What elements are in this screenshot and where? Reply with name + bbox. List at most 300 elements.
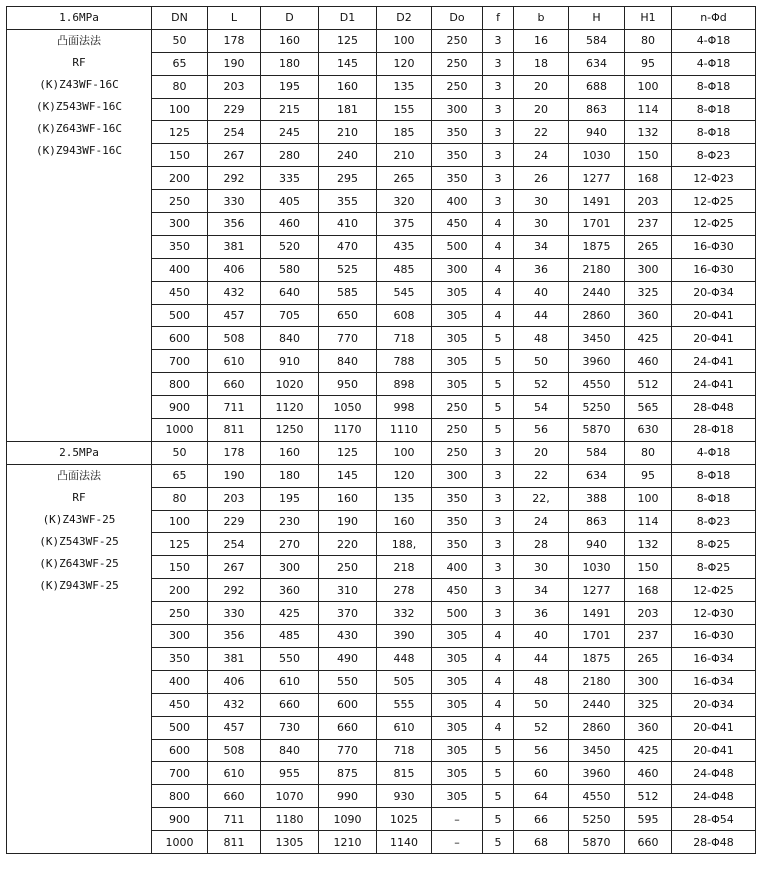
section-title-row (7, 441, 756, 464)
table-cell: 8-Φ18 (672, 487, 756, 510)
table-cell: 332 (377, 602, 432, 625)
table-cell: 425 (625, 327, 672, 350)
table-cell: 150 (152, 556, 208, 579)
table-cell: 22, (514, 487, 569, 510)
table-cell: 512 (625, 785, 672, 808)
table-cell: 215 (261, 98, 319, 121)
table-cell: 8-Φ18 (672, 464, 756, 487)
table-cell: 16 (514, 29, 569, 52)
table-cell: 4 (483, 235, 514, 258)
table-cell: 490 (319, 647, 377, 670)
table-cell: 406 (208, 670, 261, 693)
table-cell: 4-Φ18 (672, 441, 756, 464)
table-cell: 1000 (152, 831, 208, 854)
table-cell: 1250 (261, 419, 319, 442)
table-cell: 180 (261, 52, 319, 75)
model-label-line: (K)Z43WF-16C (39, 77, 119, 91)
table-cell: 50 (514, 350, 569, 373)
table-cell: 660 (208, 373, 261, 396)
table-cell: 190 (208, 52, 261, 75)
table-cell: 608 (377, 304, 432, 327)
table-cell: 125 (319, 441, 377, 464)
table-cell: 300 (432, 258, 483, 281)
table-cell: 100 (625, 487, 672, 510)
table-cell: 26 (514, 167, 569, 190)
table-cell: 8-Φ18 (672, 121, 756, 144)
table-cell: 840 (261, 739, 319, 762)
table-cell: 1020 (261, 373, 319, 396)
table-cell: 4 (483, 281, 514, 304)
table-cell: 450 (432, 579, 483, 602)
column-header-3: D1 (319, 7, 377, 30)
table-cell: 125 (152, 121, 208, 144)
table-cell: 3960 (569, 762, 625, 785)
table-cell: 448 (377, 647, 432, 670)
table-cell: 195 (261, 75, 319, 98)
table-cell: 325 (625, 693, 672, 716)
table-cell: 52 (514, 373, 569, 396)
table-cell: 584 (569, 441, 625, 464)
table-cell: 330 (208, 602, 261, 625)
table-cell: 160 (319, 75, 377, 98)
model-label-cell (7, 464, 152, 853)
table-cell: 660 (208, 785, 261, 808)
table-cell: 5 (483, 831, 514, 854)
table-cell: 36 (514, 258, 569, 281)
table-cell: 4550 (569, 373, 625, 396)
table-cell: 508 (208, 739, 261, 762)
table-cell: 875 (319, 762, 377, 785)
table-cell: 5 (483, 373, 514, 396)
table-cell: 160 (261, 441, 319, 464)
table-cell: 50 (152, 441, 208, 464)
table-cell: 220 (319, 533, 377, 556)
table-cell: 12-Φ25 (672, 579, 756, 602)
table-cell: 815 (377, 762, 432, 785)
table-cell: 910 (261, 350, 319, 373)
table-cell: 44 (514, 647, 569, 670)
table-cell: 356 (208, 213, 261, 236)
table-cell: 20-Φ34 (672, 281, 756, 304)
table-cell: 145 (319, 52, 377, 75)
table-cell: 305 (432, 670, 483, 693)
table-cell: 630 (625, 419, 672, 442)
table-cell: 2860 (569, 716, 625, 739)
model-label-line: (K)Z643WF-25 (39, 556, 119, 570)
table-cell: 900 (152, 808, 208, 831)
table-cell: 30 (514, 190, 569, 213)
table-cell: 278 (377, 579, 432, 602)
table-cell: 150 (625, 144, 672, 167)
column-header-7: b (514, 7, 569, 30)
table-cell: 998 (377, 396, 432, 419)
table-cell: 350 (432, 167, 483, 190)
table-cell: 3 (483, 190, 514, 213)
table-cell: 457 (208, 304, 261, 327)
table-cell: 610 (261, 670, 319, 693)
table-cell: 4 (483, 625, 514, 648)
table-cell: 305 (432, 716, 483, 739)
table-cell: 5250 (569, 396, 625, 419)
table-cell: 350 (432, 121, 483, 144)
table-cell: 254 (208, 121, 261, 144)
table-cell: 634 (569, 464, 625, 487)
table-cell: 3 (483, 579, 514, 602)
table-cell: 500 (152, 304, 208, 327)
table-cell: 3 (483, 533, 514, 556)
table-cell: 100 (377, 441, 432, 464)
table-cell: 330 (208, 190, 261, 213)
table-cell: 840 (261, 327, 319, 350)
table-cell: 375 (377, 213, 432, 236)
table-cell: 550 (261, 647, 319, 670)
table-cell: 800 (152, 785, 208, 808)
table-cell: 178 (208, 29, 261, 52)
table-cell: 16-Φ34 (672, 670, 756, 693)
table-cell: 265 (625, 647, 672, 670)
table-cell: 125 (152, 533, 208, 556)
table-cell: 8-Φ18 (672, 98, 756, 121)
table-cell: 245 (261, 121, 319, 144)
table-cell: 180 (261, 464, 319, 487)
table-cell: 24 (514, 144, 569, 167)
table-cell: 267 (208, 144, 261, 167)
table-cell: 5250 (569, 808, 625, 831)
table-cell: 350 (432, 144, 483, 167)
table-cell: 250 (432, 75, 483, 98)
table-cell: 350 (432, 533, 483, 556)
table-cell: 711 (208, 808, 261, 831)
column-header-5: Do (432, 7, 483, 30)
table-cell: 305 (432, 625, 483, 648)
table-cell: 335 (261, 167, 319, 190)
table-cell: 370 (319, 602, 377, 625)
table-cell: 200 (152, 579, 208, 602)
table-cell: 24 (514, 510, 569, 533)
table-cell: 705 (261, 304, 319, 327)
table-cell: 381 (208, 235, 261, 258)
table-cell: 660 (319, 716, 377, 739)
table-cell: 16-Φ34 (672, 647, 756, 670)
table-cell: 460 (261, 213, 319, 236)
table-cell: 5 (483, 396, 514, 419)
table-cell: 20-Φ41 (672, 739, 756, 762)
model-label-line: (K)Z543WF-16C (35, 99, 123, 113)
table-cell: 3 (483, 441, 514, 464)
table-cell: 34 (514, 579, 569, 602)
table-cell: 770 (319, 327, 377, 350)
table-cell: 250 (152, 190, 208, 213)
table-cell: 700 (152, 350, 208, 373)
table-cell: 1875 (569, 647, 625, 670)
table-cell: 150 (625, 556, 672, 579)
table-cell: 305 (432, 762, 483, 785)
table-cell: 200 (152, 167, 208, 190)
table-cell: 64 (514, 785, 569, 808)
table-cell: 545 (377, 281, 432, 304)
table-cell: 360 (261, 579, 319, 602)
table-cell: 3 (483, 487, 514, 510)
table-cell: 940 (569, 121, 625, 144)
column-header-9: H1 (625, 7, 672, 30)
table-cell: 3450 (569, 327, 625, 350)
table-cell: 66 (514, 808, 569, 831)
table-cell: 18 (514, 52, 569, 75)
table-cell: 3 (483, 29, 514, 52)
table-cell: 1025 (377, 808, 432, 831)
table-cell: 12-Φ25 (672, 190, 756, 213)
table-cell: 178 (208, 441, 261, 464)
valve-spec-table (6, 6, 756, 854)
table-cell: 700 (152, 762, 208, 785)
model-label-line: (K)Z943WF-16C (35, 143, 123, 157)
table-cell: 5870 (569, 419, 625, 442)
table-cell: 900 (152, 396, 208, 419)
table-cell: 4 (483, 258, 514, 281)
table-cell: 1030 (569, 556, 625, 579)
table-cell: 2440 (569, 281, 625, 304)
model-label-line: (K)Z543WF-25 (39, 534, 119, 548)
table-cell: 550 (319, 670, 377, 693)
table-cell: 660 (625, 831, 672, 854)
table-cell: 1120 (261, 396, 319, 419)
table-cell: 20 (514, 441, 569, 464)
table-cell: 280 (261, 144, 319, 167)
column-header-1: L (208, 7, 261, 30)
table-cell: 168 (625, 579, 672, 602)
table-cell: 610 (208, 762, 261, 785)
table-cell: 203 (625, 602, 672, 625)
table-cell: 52 (514, 716, 569, 739)
table-cell: 250 (432, 441, 483, 464)
table-cell: 1170 (319, 419, 377, 442)
table-cell: – (432, 808, 483, 831)
table-cell: 400 (432, 190, 483, 213)
table-cell: 930 (377, 785, 432, 808)
table-cell: 50 (514, 693, 569, 716)
table-cell: 360 (625, 304, 672, 327)
table-cell: 12-Φ30 (672, 602, 756, 625)
table-cell: 320 (377, 190, 432, 213)
table-row (7, 464, 756, 487)
table-cell: 350 (432, 487, 483, 510)
table-cell: 555 (377, 693, 432, 716)
table-cell: 210 (377, 144, 432, 167)
table-cell: 181 (319, 98, 377, 121)
table-cell: 4 (483, 716, 514, 739)
table-cell: 650 (319, 304, 377, 327)
table-cell: 718 (377, 739, 432, 762)
table-cell: 660 (261, 693, 319, 716)
table-cell: 28-Φ48 (672, 396, 756, 419)
table-cell: 355 (319, 190, 377, 213)
table-cell: 95 (625, 52, 672, 75)
table-cell: 20 (514, 98, 569, 121)
table-cell: 425 (625, 739, 672, 762)
table-cell: 300 (152, 625, 208, 648)
table-cell: 230 (261, 510, 319, 533)
table-cell: 485 (377, 258, 432, 281)
table-cell: 525 (319, 258, 377, 281)
table-cell: 203 (208, 75, 261, 98)
table-cell: 410 (319, 213, 377, 236)
table-cell: 3 (483, 556, 514, 579)
table-cell: 65 (152, 52, 208, 75)
table-cell: 1090 (319, 808, 377, 831)
table-cell: 24-Φ48 (672, 762, 756, 785)
table-cell: 3 (483, 510, 514, 533)
column-header-6: f (483, 7, 514, 30)
table-cell: 60 (514, 762, 569, 785)
table-cell: 955 (261, 762, 319, 785)
table-cell: 610 (377, 716, 432, 739)
table-cell: 940 (569, 533, 625, 556)
table-cell: 512 (625, 373, 672, 396)
column-header-0: DN (152, 7, 208, 30)
table-cell: 300 (152, 213, 208, 236)
table-cell: 30 (514, 556, 569, 579)
table-cell: 3 (483, 52, 514, 75)
table-cell: 4 (483, 304, 514, 327)
table-cell: 610 (208, 350, 261, 373)
table-cell: 218 (377, 556, 432, 579)
table-cell: 595 (625, 808, 672, 831)
table-cell: 325 (625, 281, 672, 304)
table-cell: 114 (625, 98, 672, 121)
table-cell: – (432, 831, 483, 854)
table-cell: 1491 (569, 190, 625, 213)
table-cell: 267 (208, 556, 261, 579)
table-cell: 1701 (569, 213, 625, 236)
table-cell: 300 (432, 98, 483, 121)
table-cell: 54 (514, 396, 569, 419)
table-cell: 305 (432, 373, 483, 396)
table-cell: 30 (514, 213, 569, 236)
table-cell: 1030 (569, 144, 625, 167)
table-cell: 2180 (569, 670, 625, 693)
table-cell: 95 (625, 464, 672, 487)
table-cell: 100 (625, 75, 672, 98)
table-cell: 3 (483, 167, 514, 190)
table-cell: 34 (514, 235, 569, 258)
table-cell: 450 (152, 693, 208, 716)
table-cell: 350 (152, 235, 208, 258)
table-cell: 24-Φ41 (672, 350, 756, 373)
table-cell: 356 (208, 625, 261, 648)
table-cell: 430 (319, 625, 377, 648)
table-cell: 1050 (319, 396, 377, 419)
table-cell: 24-Φ41 (672, 373, 756, 396)
table-cell: 120 (377, 52, 432, 75)
table-cell: 1701 (569, 625, 625, 648)
pressure-rating-label: 2.5MPa (7, 441, 152, 464)
table-cell: 40 (514, 281, 569, 304)
column-header-8: H (569, 7, 625, 30)
table-cell: 435 (377, 235, 432, 258)
table-cell: 1070 (261, 785, 319, 808)
table-cell: 500 (432, 602, 483, 625)
table-cell: 432 (208, 281, 261, 304)
table-cell: 16-Φ30 (672, 235, 756, 258)
table-cell: 600 (319, 693, 377, 716)
table-cell: 425 (261, 602, 319, 625)
table-cell: 3 (483, 464, 514, 487)
table-cell: 770 (319, 739, 377, 762)
table-cell: 470 (319, 235, 377, 258)
table-cell: 195 (261, 487, 319, 510)
table-cell: 406 (208, 258, 261, 281)
table-cell: 5 (483, 762, 514, 785)
table-cell: 50 (152, 29, 208, 52)
table-cell: 3 (483, 602, 514, 625)
table-cell: 16-Φ30 (672, 258, 756, 281)
table-cell: 185 (377, 121, 432, 144)
table-cell: 150 (152, 144, 208, 167)
table-cell: 390 (377, 625, 432, 648)
table-cell: 65 (152, 464, 208, 487)
table-cell: 265 (625, 235, 672, 258)
table-cell: 1140 (377, 831, 432, 854)
table-cell: 5 (483, 739, 514, 762)
table-cell: 4 (483, 693, 514, 716)
table-cell: 520 (261, 235, 319, 258)
table-cell: 950 (319, 373, 377, 396)
table-cell: 16-Φ30 (672, 625, 756, 648)
table-cell: 585 (319, 281, 377, 304)
table-cell: 28-Φ54 (672, 808, 756, 831)
table-cell: 508 (208, 327, 261, 350)
table-cell: 250 (152, 602, 208, 625)
table-cell: 1110 (377, 419, 432, 442)
table-cell: 22 (514, 464, 569, 487)
model-label-line: 凸面法法 (57, 33, 101, 47)
table-cell: 5 (483, 327, 514, 350)
table-cell: 688 (569, 75, 625, 98)
table-cell: 20-Φ41 (672, 716, 756, 739)
table-cell: 12-Φ25 (672, 213, 756, 236)
table-cell: 730 (261, 716, 319, 739)
table-cell: 8-Φ25 (672, 556, 756, 579)
table-cell: 8-Φ23 (672, 144, 756, 167)
table-cell: 135 (377, 487, 432, 510)
table-cell: 145 (319, 464, 377, 487)
table-cell: 450 (152, 281, 208, 304)
table-cell: 584 (569, 29, 625, 52)
table-cell: 28 (514, 533, 569, 556)
table-cell: 237 (625, 213, 672, 236)
table-cell: 640 (261, 281, 319, 304)
table-cell: 125 (319, 29, 377, 52)
model-label-line: (K)Z943WF-25 (39, 578, 119, 592)
table-cell: 1277 (569, 579, 625, 602)
table-cell: 4-Φ18 (672, 29, 756, 52)
table-cell: 28-Φ48 (672, 831, 756, 854)
table-cell: 505 (377, 670, 432, 693)
table-cell: 600 (152, 327, 208, 350)
table-cell: 300 (625, 670, 672, 693)
table-cell: 20-Φ41 (672, 327, 756, 350)
table-cell: 1210 (319, 831, 377, 854)
table-cell: 250 (319, 556, 377, 579)
table-cell: 310 (319, 579, 377, 602)
table-cell: 400 (152, 670, 208, 693)
table-cell: 800 (152, 373, 208, 396)
table-cell: 500 (432, 235, 483, 258)
table-cell: 48 (514, 327, 569, 350)
table-cell: 240 (319, 144, 377, 167)
column-header-10: n-Φd (672, 7, 756, 30)
header-row (7, 7, 756, 30)
